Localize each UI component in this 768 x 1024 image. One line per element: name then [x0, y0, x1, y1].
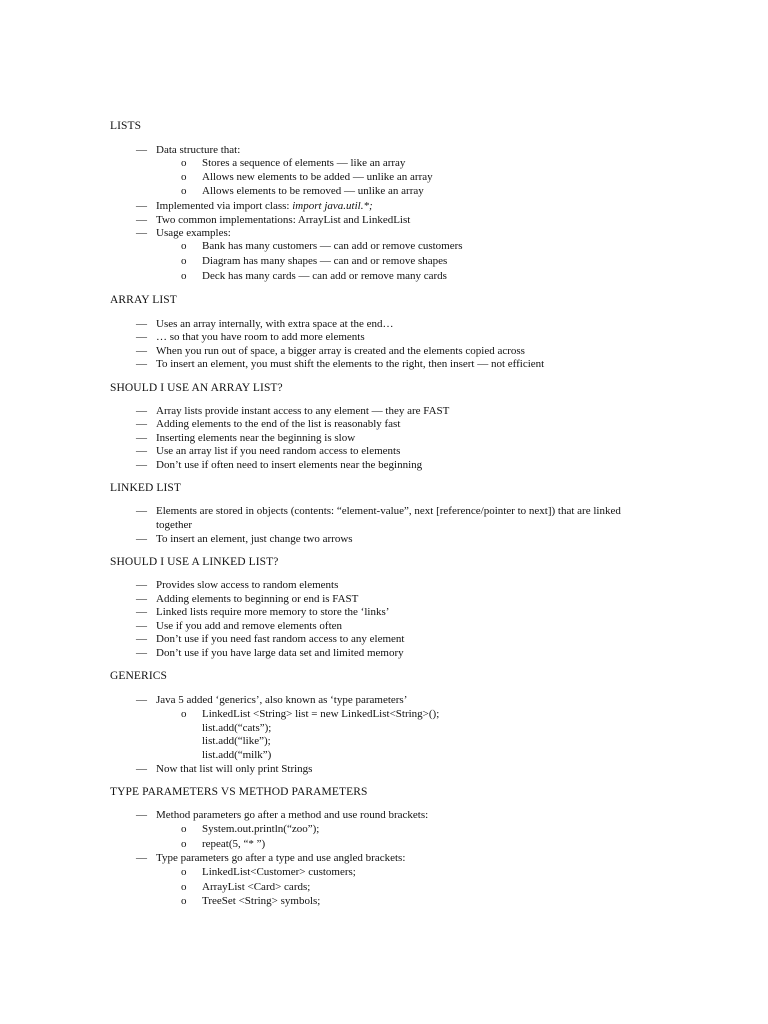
dash-marker: — — [136, 852, 147, 864]
dash-marker: — — [136, 331, 147, 343]
code-line: System.out.println(“zoo”); — [202, 823, 320, 835]
sub-bullet-item — [181, 270, 658, 284]
bullet-item — [136, 227, 658, 241]
bullet-item — [136, 633, 658, 647]
bullet-item — [136, 620, 658, 634]
bullet-text: Linked lists require more memory to store the ‘links’ — [156, 606, 390, 618]
bullet-item — [136, 358, 658, 372]
bullet-item — [136, 459, 658, 473]
sub-marker: o — [181, 157, 187, 169]
sub-marker: o — [181, 255, 187, 267]
sub-marker: o — [181, 240, 187, 252]
sub-bullet-item — [181, 866, 658, 880]
bullet-text: … so that you have room to add more elements — [156, 331, 365, 343]
bullet-item — [136, 318, 658, 332]
bullet-text — [156, 200, 658, 214]
bullet-item — [136, 418, 658, 432]
sub-bullet-item — [181, 157, 658, 171]
sub-bullet-item — [181, 255, 658, 269]
dash-marker: — — [136, 505, 147, 517]
dash-marker: — — [136, 459, 147, 471]
heading-linked-list: LINKED LIST — [110, 482, 182, 494]
bullet-text: Don’t use if you have large data set and limited memory — [156, 647, 404, 659]
dash-marker: — — [136, 763, 147, 775]
bullet-text: Don’t use if often need to insert elements near the beginning — [156, 459, 423, 471]
dash-marker: — — [136, 620, 147, 632]
dash-marker: — — [136, 200, 147, 212]
dash-marker: — — [136, 533, 147, 545]
sub-bullet-item — [181, 881, 658, 895]
bullet-text: Method parameters go after a method and use round brackets: — [156, 809, 429, 821]
bullet-item — [136, 852, 658, 866]
bullet-item — [136, 809, 658, 823]
sub-marker: o — [181, 171, 187, 183]
sub-marker: o — [181, 270, 187, 282]
sub-marker: o — [181, 708, 187, 720]
bullet-text: To insert an element, just change two arrows — [156, 533, 353, 545]
bullet-item — [136, 505, 658, 532]
bullet-text: Use if you add and remove elements often — [156, 620, 343, 632]
code-line: ArrayList <Card> cards; — [202, 881, 311, 893]
bullet-item — [136, 593, 658, 607]
dash-marker: — — [136, 647, 147, 659]
bullet-item — [136, 432, 658, 446]
bullet-text: Inserting elements near the beginning is slow — [156, 432, 356, 444]
dash-marker: — — [136, 445, 147, 457]
dash-marker: — — [136, 579, 147, 591]
bullet-text-prefix: Implemented via import class: — [156, 200, 293, 212]
sub-bullet-item — [181, 185, 658, 199]
code-line: LinkedList <String> list = new LinkedList<String>(); — [202, 708, 440, 720]
code-import: import java.util.*; — [292, 200, 373, 212]
heading-generics: GENERICS — [110, 670, 168, 682]
bullet-text: Adding elements to beginning or end is FAST — [156, 593, 359, 605]
bullet-text: Usage examples: — [156, 227, 231, 239]
sub-marker: o — [181, 881, 187, 893]
sub-bullet-item — [181, 838, 658, 852]
dash-marker: — — [136, 144, 147, 156]
sub-marker: o — [181, 185, 187, 197]
bullet-item — [136, 144, 658, 158]
bullet-text: Don’t use if you need fast random access to any element — [156, 633, 405, 645]
sub-bullet-text: Stores a sequence of elements — like an array — [202, 157, 406, 169]
bullet-item — [136, 445, 658, 459]
dash-marker: — — [136, 606, 147, 618]
bullet-item — [136, 200, 658, 214]
bullet-text: When you run out of space, a bigger array is created and the elements copied across — [156, 345, 525, 357]
sub-bullet-item — [181, 708, 658, 722]
dash-marker: — — [136, 405, 147, 417]
sub-bullet-text: Allows new elements to be added — unlike an array — [202, 171, 433, 183]
bullet-item — [136, 694, 658, 708]
code-line: list.add(“like”); — [202, 735, 271, 747]
dash-marker: — — [136, 214, 147, 226]
bullet-text: Use an array list if you need random access to elements — [156, 445, 401, 457]
sub-marker: o — [181, 838, 187, 850]
bullet-text: Elements are stored in objects (contents: “element-value”, next [reference/pointer to next]) that are linked together — [156, 505, 621, 531]
code-line: list.add(“cats”); — [202, 722, 272, 734]
sub-bullet-text: Allows elements to be removed — unlike an array — [202, 185, 424, 197]
bullet-text: Type parameters go after a type and use angled brackets: — [156, 852, 406, 864]
bullet-item — [136, 331, 658, 345]
code-line: repeat(5, “* ”) — [202, 838, 266, 850]
sub-bullet-text: Deck has many cards — can add or remove many cards — [202, 270, 447, 282]
dash-marker: — — [136, 418, 147, 430]
code-line: TreeSet <String> symbols; — [202, 895, 321, 907]
bullet-text: Uses an array internally, with extra space at the end… — [156, 318, 394, 330]
sub-bullet-item — [181, 895, 658, 909]
dash-marker: — — [136, 432, 147, 444]
dash-marker: — — [136, 809, 147, 821]
sub-marker: o — [181, 895, 187, 907]
sub-bullet-item — [181, 823, 658, 837]
heading-lists: LISTS — [110, 120, 142, 132]
bullet-item — [136, 214, 658, 228]
heading-type-parameters: TYPE PARAMETERS VS METHOD PARAMETERS — [110, 786, 368, 798]
bullet-text: Now that list will only print Strings — [156, 763, 313, 775]
heading-array-list: ARRAY LIST — [110, 294, 177, 306]
bullet-item — [136, 579, 658, 593]
dash-marker: — — [136, 358, 147, 370]
dash-marker: — — [136, 694, 147, 706]
bullet-text: Adding elements to the end of the list is reasonably fast — [156, 418, 401, 430]
heading-should-array-list: SHOULD I USE AN ARRAY LIST? — [110, 382, 283, 394]
bullet-text: Java 5 added ‘generics’, also known as ‘type parameters’ — [156, 694, 408, 706]
code-line: list.add(“milk”) — [202, 749, 272, 761]
dash-marker: — — [136, 633, 147, 645]
bullet-item — [136, 533, 658, 547]
bullet-text: Data structure that: — [156, 144, 241, 156]
sub-marker: o — [181, 823, 187, 835]
dash-marker: — — [136, 318, 147, 330]
dash-marker: — — [136, 345, 147, 357]
bullet-item — [136, 405, 658, 419]
code-line: LinkedList<Customer> customers; — [202, 866, 356, 878]
bullet-item — [136, 763, 658, 777]
sub-bullet-text: Diagram has many shapes — can and or remove shapes — [202, 255, 448, 267]
dash-marker: — — [136, 227, 147, 239]
sub-marker: o — [181, 866, 187, 878]
bullet-text: Array lists provide instant access to any element — they are FAST — [156, 405, 450, 417]
dash-marker: — — [136, 593, 147, 605]
bullet-item — [136, 606, 658, 620]
bullet-text: Two common implementations: ArrayList and LinkedList — [156, 214, 411, 226]
sub-bullet-item — [181, 171, 658, 185]
bullet-item — [136, 647, 658, 661]
bullet-text: To insert an element, you must shift the elements to the right, then insert — not efficient — [156, 358, 545, 370]
sub-bullet-text: Bank has many customers — can add or remove customers — [202, 240, 463, 252]
bullet-item — [136, 345, 658, 359]
bullet-text: Provides slow access to random elements — [156, 579, 339, 591]
sub-bullet-item — [181, 240, 658, 254]
heading-should-linked-list: SHOULD I USE A LINKED LIST? — [110, 556, 279, 568]
